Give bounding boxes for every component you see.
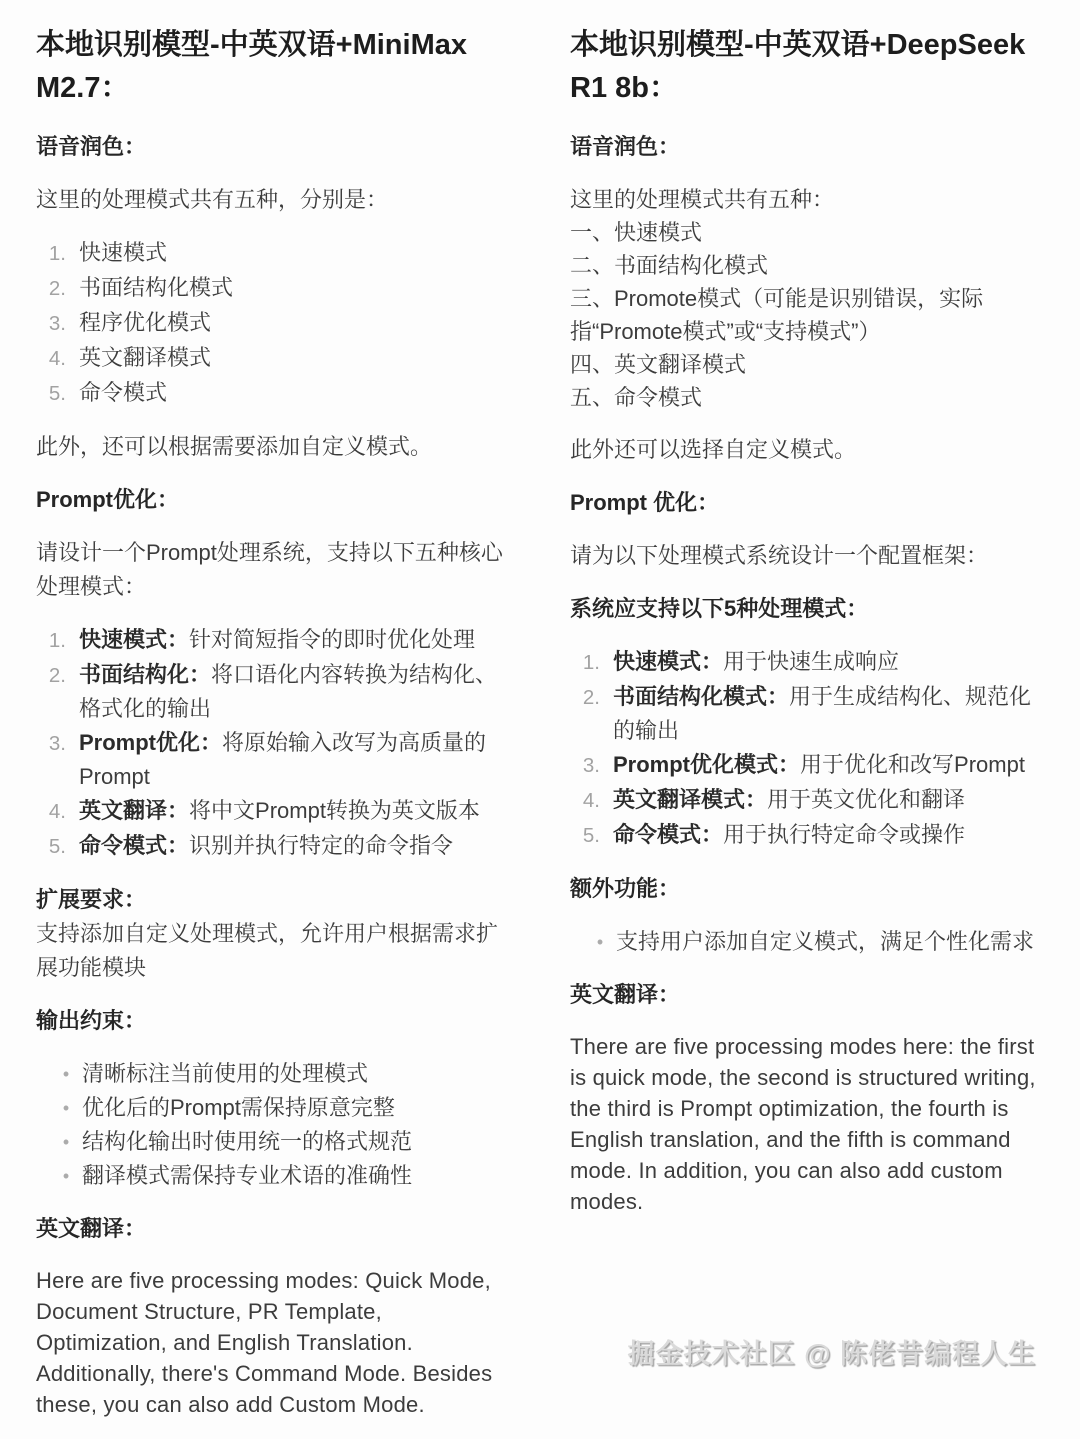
mode-desc: 用于生成结构化、规范化的输出 — [613, 684, 1032, 743]
list-item-text — [79, 658, 508, 726]
mode-line: 这里的处理模式共有五种： — [570, 187, 835, 212]
right-heading-voice-polish: 语音润色： — [570, 134, 681, 159]
left-custom-mode-note: 此外，还可以根据需要添加自定义模式。 — [36, 434, 433, 459]
list-number: 4. — [582, 789, 600, 812]
list-number: 2. — [582, 686, 600, 709]
left-heading-extension: 扩展要求： — [36, 887, 147, 912]
list-number: 2. — [48, 664, 66, 687]
list-item — [36, 341, 508, 376]
mode-desc: 将原始输入改写为高质量的Prompt — [79, 730, 487, 789]
list-item-text: 翻译模式需保持专业术语的准确性 — [82, 1163, 413, 1188]
right-prompt-intro-paragraph: 请为以下处理模式系统设计一个配置框架： — [570, 543, 989, 568]
list-item — [36, 726, 508, 794]
mode-desc: 用于英文优化和翻译 — [767, 787, 966, 812]
list-item-text — [79, 829, 508, 864]
list-item-text — [613, 783, 1042, 818]
list-number: 1. — [48, 242, 66, 265]
left-english-paragraph: Here are five processing modes: Quick Mode, Document Structure, PR Template, Optimization, and English Translation. Additionally, there's Command Mode. Besides these, you can also add Custom Mode. — [36, 1268, 493, 1417]
right-mode-lines — [570, 183, 1042, 414]
list-item-text: 程序优化模式 — [79, 310, 212, 335]
list-item — [36, 306, 508, 341]
left-constraint-list — [36, 1057, 508, 1193]
right-core-mode-list — [570, 645, 1042, 853]
list-number: 2. — [48, 277, 66, 300]
bullet-icon: • — [596, 932, 604, 952]
list-item — [570, 925, 1042, 959]
list-item — [36, 829, 508, 864]
left-heading-output-constraints: 输出约束： — [36, 1008, 147, 1033]
list-number: 1. — [48, 629, 66, 652]
list-number: 5. — [48, 835, 66, 858]
list-item — [570, 783, 1042, 818]
right-title-line2: R1 8b： — [570, 72, 678, 104]
mode-term: 书面结构化： — [79, 662, 212, 687]
list-item — [36, 1159, 508, 1193]
mode-desc: 将中文Prompt转换为英文版本 — [189, 798, 480, 823]
left-heading-prompt-optimization: Prompt优化： — [36, 487, 180, 512]
mode-desc: 用于快速生成响应 — [723, 649, 900, 674]
mode-term: 英文翻译： — [79, 798, 190, 823]
mode-term: 快速模式： — [79, 627, 190, 652]
mode-line: 三、Promote模式（可能是识别错误，实际指“Promote模式”或“支持模式”） — [570, 286, 984, 344]
list-item-text: 命令模式 — [79, 380, 168, 405]
mode-term: 命令模式： — [79, 833, 190, 858]
right-custom-mode-note: 此外还可以选择自定义模式。 — [570, 437, 857, 462]
mode-line: 四、英文翻译模式 — [570, 352, 747, 377]
list-item-text: 结构化输出时使用统一的格式规范 — [82, 1129, 413, 1154]
list-item-text — [79, 726, 508, 794]
mode-term: 书面结构化模式： — [613, 684, 790, 709]
list-item — [570, 645, 1042, 680]
right-heading-prompt-optimization: Prompt 优化： — [570, 490, 720, 515]
mode-term: 英文翻译模式： — [613, 787, 768, 812]
list-number: 5. — [582, 824, 600, 847]
left-title — [36, 24, 508, 110]
list-item — [36, 1125, 508, 1159]
right-title-line1: 本地识别模型-中英双语+DeepSeek — [570, 29, 1026, 61]
watermark: 掘金技术社区 @ 陈佬昔编程人生 — [627, 1339, 1036, 1369]
list-item — [570, 748, 1042, 783]
right-extra-list — [570, 925, 1042, 959]
list-item — [36, 623, 508, 658]
list-item — [36, 658, 508, 726]
right-heading-extra-features: 额外功能： — [570, 876, 681, 901]
right-title — [570, 24, 1042, 110]
right-subheading-five-modes: 系统应支持以下5种处理模式： — [570, 596, 869, 621]
right-english-paragraph: There are five processing modes here: the first is quick mode, the second is structured writing, the third is Prompt optimization, the fourth is English translation, and the fifth is command mode. In addition, you can also add custom modes. — [570, 1034, 1036, 1214]
mode-term: Prompt优化： — [79, 730, 223, 755]
mode-desc: 识别并执行特定的命令指令 — [189, 833, 454, 858]
list-number: 4. — [48, 347, 66, 370]
left-extension-requirements — [36, 883, 508, 985]
left-heading-voice-polish: 语音润色： — [36, 134, 147, 159]
left-core-mode-list — [36, 623, 508, 864]
left-plain-mode-list — [36, 236, 508, 411]
mode-line: 二、书面结构化模式 — [570, 253, 769, 278]
list-item-text: 英文翻译模式 — [79, 345, 212, 370]
mode-term: 快速模式： — [613, 649, 724, 674]
bullet-icon: • — [62, 1098, 70, 1118]
bullet-icon: • — [62, 1166, 70, 1186]
list-item-text — [613, 645, 1042, 680]
mode-line: 五、命令模式 — [570, 385, 703, 410]
right-column-deepseek — [570, 24, 1042, 1439]
left-prompt-intro-paragraph: 请设计一个Prompt处理系统，支持以下五种核心处理模式： — [36, 540, 503, 599]
mode-desc: 将口语化内容转换为结构化、格式化的输出 — [79, 662, 498, 721]
list-item — [570, 680, 1042, 748]
list-item-text: 快速模式 — [79, 240, 168, 265]
list-number: 1. — [582, 651, 600, 674]
mode-desc: 针对简短指令的即时优化处理 — [189, 627, 476, 652]
list-item-text: 支持用户添加自定义模式，满足个性化需求 — [616, 929, 1035, 954]
list-item — [36, 1091, 508, 1125]
list-item — [36, 1057, 508, 1091]
list-number: 5. — [48, 382, 66, 405]
list-item-text: 书面结构化模式 — [79, 275, 234, 300]
left-heading-english-translation: 英文翻译： — [36, 1216, 147, 1241]
right-heading-english-translation: 英文翻译： — [570, 982, 681, 1007]
list-number: 3. — [582, 754, 600, 777]
left-title-line2: M2.7： — [36, 72, 130, 104]
list-item-text: 优化后的Prompt需保持原意完整 — [82, 1095, 395, 1120]
list-item-text — [613, 818, 1042, 853]
list-item — [36, 376, 508, 411]
list-item-text — [79, 623, 508, 658]
list-item — [36, 236, 508, 271]
list-number: 3. — [48, 312, 66, 335]
mode-desc: 用于优化和改写Prompt — [800, 752, 1025, 777]
list-item-text: 清晰标注当前使用的处理模式 — [82, 1061, 369, 1086]
bullet-icon: • — [62, 1132, 70, 1152]
mode-term: 命令模式： — [613, 822, 724, 847]
list-item — [36, 271, 508, 306]
list-number: 3. — [48, 732, 66, 755]
left-intro-paragraph: 这里的处理模式共有五种，分别是： — [36, 187, 389, 212]
left-extension-text: 支持添加自定义处理模式，允许用户根据需求扩展功能模块 — [36, 921, 499, 980]
mode-term: Prompt优化模式： — [613, 752, 801, 777]
list-item-text — [613, 680, 1042, 748]
list-item-text — [613, 748, 1042, 783]
list-item-text — [79, 794, 508, 829]
list-item — [570, 818, 1042, 853]
list-item — [36, 794, 508, 829]
left-column-minimax — [36, 24, 508, 1439]
left-title-line1: 本地识别模型-中英双语+MiniMax — [36, 29, 467, 61]
bullet-icon: • — [62, 1064, 70, 1084]
mode-desc: 用于执行特定命令或操作 — [723, 822, 966, 847]
mode-line: 一、快速模式 — [570, 220, 703, 245]
list-number: 4. — [48, 800, 66, 823]
